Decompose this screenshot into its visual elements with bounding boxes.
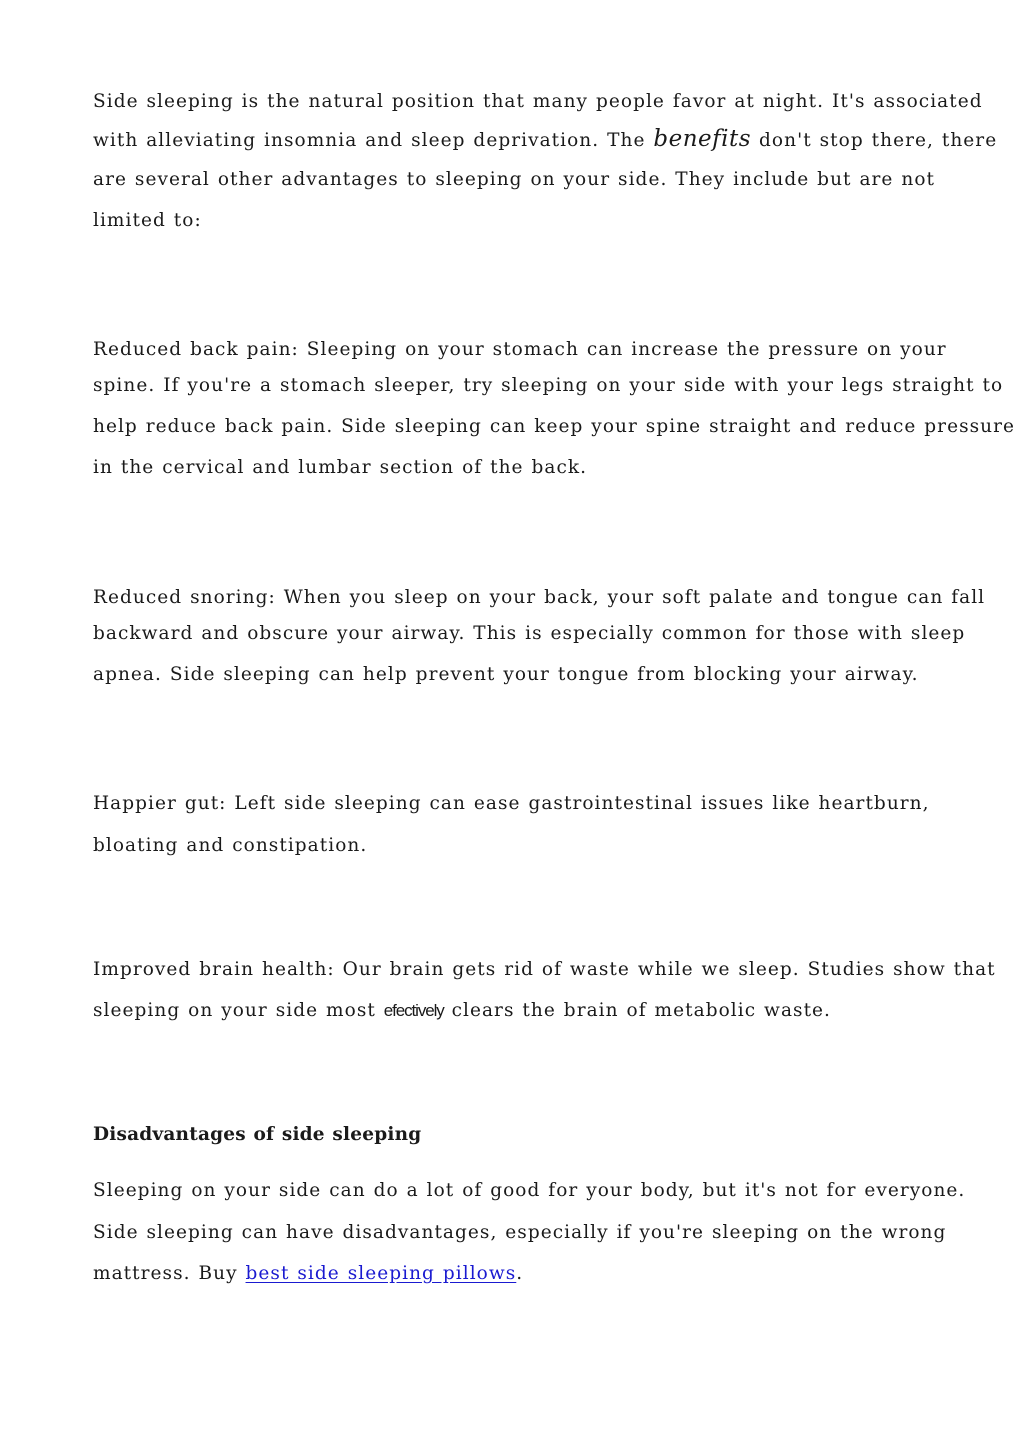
pillows-link[interactable]: best side sleeping pillows [245,1263,517,1284]
disadvantages-line-2: Side sleeping can have disadvantages, especially if you're sleeping on the wrong [93,1222,947,1243]
back-pain-line-1: Reduced back pain: Sleeping on your stomach can increase the pressure on your [93,339,947,360]
brain-line-2 [93,1000,831,1021]
gut-line-2: bloating and constipation. [93,835,368,856]
benefits-emphasis: benefits [653,126,752,152]
gut-line-1: Happier gut: Left side sleeping can ease gastrointestinal issues like heartburn, [93,793,930,814]
intro-line-1: Side sleeping is the natural position that many people favor at night. It's associated [93,91,983,112]
intro-text: with alleviating insomnia and sleep deprivation. The [93,130,654,151]
disadvantages-line-1: Sleeping on your side can do a lot of good for your body, but it's not for everyone. [93,1180,966,1201]
disadvantages-text: . [516,1263,524,1284]
intro-text: don't stop there, there [751,130,998,151]
intro-line-2 [93,126,997,152]
snoring-line-3: apnea. Side sleeping can help prevent your tongue from blocking your airway. [93,664,919,685]
back-pain-line-2: spine. If you're a stomach sleeper, try sleeping on your side with your legs straight to [93,375,1004,396]
disadvantages-heading: Disadvantages of side sleeping [93,1124,422,1145]
back-pain-line-3: help reduce back pain. Side sleeping can keep your spine straight and reduce pressure [93,416,1016,437]
snoring-line-1: Reduced snoring: When you sleep on your back, your soft palate and tongue can fall [93,587,986,608]
intro-line-3: are several other advantages to sleeping on your side. They include but are not [93,169,935,190]
snoring-line-2: backward and obscure your airway. This is especially common for those with sleep [93,623,966,644]
brain-line-1: Improved brain health: Our brain gets rid of waste while we sleep. Studies show that [93,959,996,980]
disadvantages-line-3 [93,1263,523,1284]
brain-text: sleeping on your side most [93,1000,384,1021]
back-pain-line-4: in the cervical and lumbar section of the back. [93,457,588,478]
intro-line-4: limited to: [93,210,202,231]
brain-text: clears the brain of metabolic waste. [443,1000,831,1021]
disadvantages-text: mattress. Buy [93,1263,246,1284]
effectively-word: efectively [383,1001,444,1020]
